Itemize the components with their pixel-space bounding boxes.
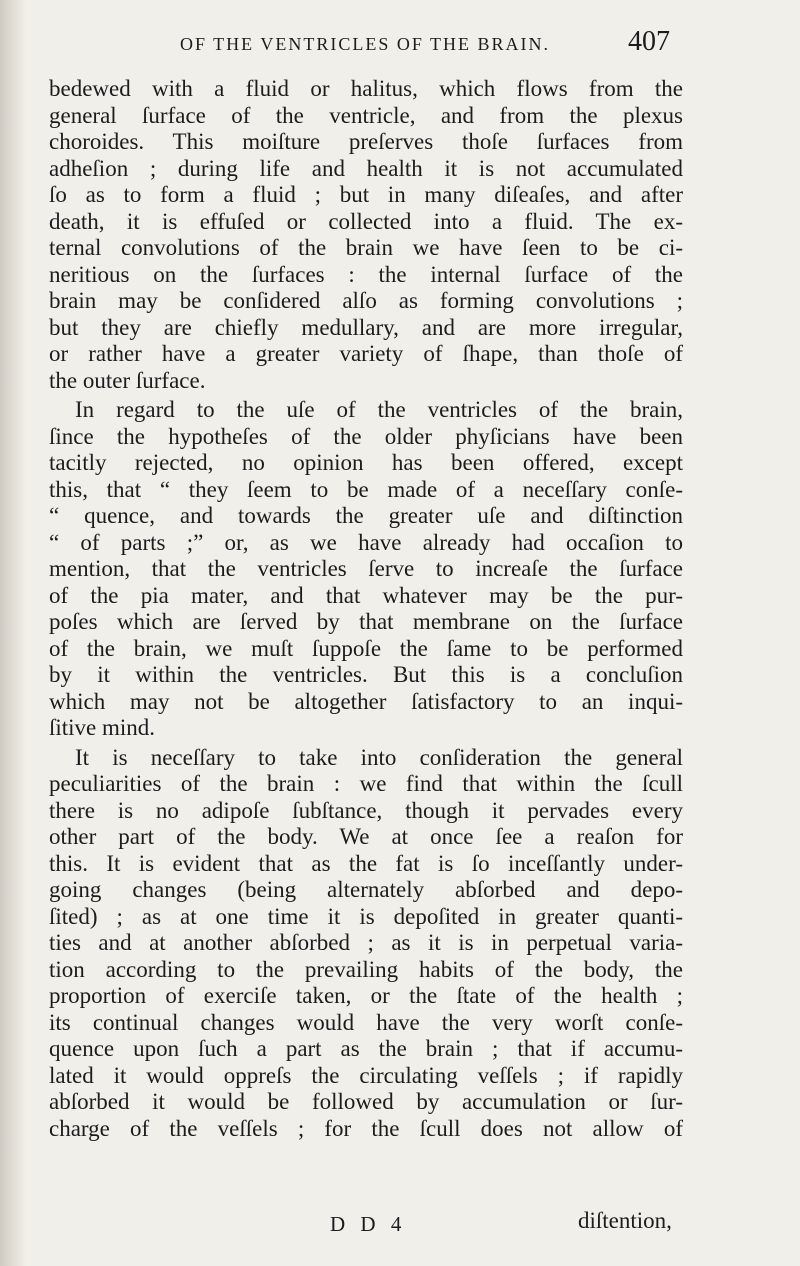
- text-line: going changes (being alternately abſorbed and depo-: [49, 877, 683, 902]
- text-line: this. It is evident that as the fat is ſo inceſſantly under-: [49, 850, 683, 876]
- text-line: lated it would oppreſs the circulating veſſels ; if rapidly: [49, 1062, 683, 1088]
- text-line: of the brain, we muſt ſuppoſe the ſame to be performed: [49, 635, 683, 661]
- text-line: In regard to the uſe of the ventricles of the brain,: [75, 397, 683, 422]
- text-line: proportion of exerciſe taken, or the ſtate of the health ;: [49, 983, 683, 1008]
- text-line: the outer ſurface.: [49, 367, 206, 393]
- text-line: choroides. This moiſture preſerves thoſe ſurfaces from: [49, 129, 683, 154]
- text-line: tion according to the prevailing habits of the body, the: [49, 956, 683, 982]
- text-line: “ of parts ;” or, as we have already had occaſion to: [49, 529, 683, 555]
- text-line: poſes which are ſerved by that membrane on the ſurface: [49, 609, 683, 634]
- text-line: death, it is effuſed or collected into a fluid. The ex-: [49, 208, 683, 234]
- running-head: OF THE VENTRICLES OF THE BRAIN.: [179, 34, 551, 54]
- text-line: mention, that the ventricles ſerve to increaſe the ſurface: [49, 556, 683, 581]
- text-line: adheſion ; during life and health it is not accumulated: [49, 155, 683, 181]
- text-line: other part of the body. We at once ſee a reaſon for: [49, 824, 683, 849]
- text-line: It is neceſſary to take into conſideration the general: [75, 744, 683, 770]
- text-line: charge of the veſſels ; for the ſcull does not allow of: [49, 1115, 683, 1141]
- text-line: abſorbed it would be followed by accumulation or ſur-: [49, 1089, 683, 1114]
- paragraph-2: [49, 397, 683, 742]
- text-line: general ſurface of the ventricle, and from the plexus: [49, 102, 683, 128]
- text-line: tacitly rejected, no opinion has been offered, except: [49, 450, 683, 475]
- text-line: of the pia mater, and that whatever may be the pur-: [49, 582, 683, 608]
- text-line: “ quence, and towards the greater uſe and diſtinction: [49, 503, 683, 528]
- text-line: ternal convolutions of the brain we have ſeen to be ci-: [49, 235, 683, 260]
- catchword: diſtention,: [578, 1208, 672, 1233]
- text-line: peculiarities of the brain : we find that within the ſcull: [49, 771, 683, 796]
- text-line: ſince the hypotheſes of the older phyſicians have been: [49, 423, 683, 449]
- text-line: ties and at another abſorbed ; as it is in perpetual varia-: [49, 930, 683, 955]
- body-text: [49, 76, 683, 1142]
- text-line: there is no adipoſe ſubſtance, though it pervades every: [49, 797, 683, 823]
- signature-mark: D D 4: [330, 1212, 407, 1236]
- text-line: but they are chiefly medullary, and are more irregular,: [49, 314, 683, 340]
- text-line: ſo as to form a fluid ; but in many diſeaſes, and after: [49, 182, 683, 207]
- text-line: neritious on the ſurfaces : the internal ſurface of the: [49, 261, 683, 287]
- text-line: by it within the ventricles. But this is a concluſion: [49, 662, 683, 687]
- page-number: 407: [628, 26, 670, 57]
- paragraph-3: [49, 745, 683, 1143]
- text-line: or rather have a greater variety of ſhape, than thoſe of: [49, 341, 683, 366]
- paragraph-1: [49, 76, 683, 394]
- text-line: ſitive mind.: [49, 715, 156, 740]
- text-line: its continual changes would have the very worſt conſe-: [49, 1009, 683, 1035]
- text-line: bedewed with a fluid or halitus, which flows from the: [49, 76, 683, 101]
- text-line: this, that “ they ſeem to be made of a neceſſary conſe-: [49, 476, 683, 502]
- text-line: ſited) ; as at one time it is depoſited in greater quanti-: [49, 903, 683, 929]
- gutter-shadow: [0, 0, 26, 1266]
- text-line: quence upon ſuch a part as the brain ; that if accumu-: [49, 1036, 683, 1061]
- text-line: which may not be altogether ſatisfactory to an inqui-: [49, 688, 683, 714]
- text-line: brain may be conſidered alſo as forming convolutions ;: [49, 288, 683, 313]
